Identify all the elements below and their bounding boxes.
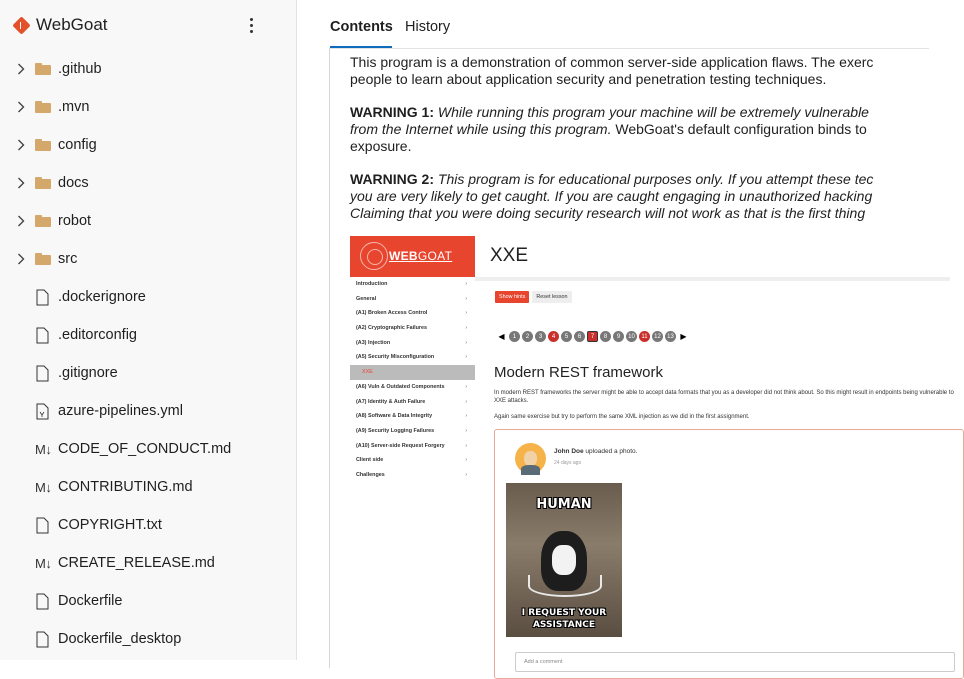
chevron-right-icon[interactable]: [14, 63, 28, 75]
intro-paragraph: [350, 54, 950, 88]
meme-bottom-line: ASSISTANCE: [532, 620, 596, 630]
tree-item-github[interactable]: [0, 50, 296, 88]
tree-item-label: src: [58, 251, 78, 267]
page-number: 2: [522, 331, 533, 342]
next-page-icon: ▶: [678, 331, 689, 342]
repo-title: WebGoat: [36, 15, 108, 34]
page-number: 5: [561, 331, 572, 342]
tree-item-label: .dockerignore: [58, 289, 146, 305]
tree-item-label: CREATE_RELEASE.md: [58, 555, 215, 571]
file-icon: [35, 517, 49, 534]
menu-item-label: (A7) Identity & Auth Failure: [356, 398, 426, 405]
tab-bar: [330, 0, 463, 48]
menu-item: [350, 321, 475, 336]
chevron-right-icon: ›: [465, 398, 467, 405]
chevron-right-icon: ›: [465, 427, 467, 434]
warning-text: exposure.: [350, 138, 412, 154]
menu-item-label: (A8) Software & Data Integrity: [356, 413, 433, 420]
tree-item-editorconfig[interactable]: [0, 316, 296, 354]
tab-contents[interactable]: Contents: [330, 19, 392, 48]
lesson-paragraph: Again same exercise but try to perform the same XML injection as we did in the first assignment.: [494, 414, 750, 420]
menu-item-label: (A5) Security Misconfiguration: [356, 354, 435, 361]
webgoat-topbar: [475, 277, 950, 281]
post-action: uploaded a photo.: [583, 448, 638, 455]
chevron-right-icon: ›: [465, 457, 467, 464]
file-tree: [0, 50, 296, 658]
tree-item-copyright[interactable]: [0, 506, 296, 544]
markdown-icon: M↓: [35, 555, 52, 571]
meme-bottom-line: I REQUEST YOUR: [521, 608, 607, 618]
lesson-paragraph: In modern REST frameworks the server might be able to accept data formats that you as a developer did not think about. So this might result in endpoints being vulnerable to XXE attacks.: [494, 390, 954, 404]
page-number: 11: [639, 331, 650, 342]
lesson-title: XXE: [490, 245, 529, 266]
tree-item-config[interactable]: [0, 126, 296, 164]
webgoat-logo: [350, 236, 475, 277]
page-number: 4: [548, 331, 559, 342]
comment-field: Add a comment: [515, 652, 955, 672]
tree-item-contributing[interactable]: [0, 468, 296, 506]
chevron-right-icon[interactable]: [14, 101, 28, 113]
warning-label: WARNING 1:: [350, 104, 434, 120]
tree-item-src[interactable]: [0, 240, 296, 278]
show-hints-button: Show hints: [495, 291, 529, 303]
more-options-icon[interactable]: [244, 14, 258, 36]
file-icon: [35, 631, 49, 648]
lesson-buttons: [495, 291, 572, 303]
webgoat-menu: [350, 277, 475, 497]
menu-item-label: Client side: [356, 457, 384, 464]
webgoat-screenshot: [350, 236, 954, 676]
git-icon: [13, 17, 30, 34]
tree-item-gitignore[interactable]: [0, 354, 296, 392]
chevron-right-icon[interactable]: [14, 177, 28, 189]
tree-item-dockerignore[interactable]: [0, 278, 296, 316]
menu-item: [350, 292, 475, 307]
menu-item-label: (A3) Injection: [356, 339, 391, 346]
post-timestamp: 24 days ago: [554, 460, 582, 466]
avatar: [515, 443, 546, 474]
logo-text-goat: GOAT: [417, 249, 453, 263]
menu-item: [350, 453, 475, 468]
poster-name: John Doe: [554, 448, 584, 455]
chevron-right-icon: ›: [465, 339, 467, 346]
logo-text-web: WEB: [389, 249, 418, 263]
menu-item: [350, 336, 475, 351]
cat-face: [552, 545, 576, 575]
tree-item-label: CODE_OF_CONDUCT.md: [58, 441, 232, 457]
tree-item-label: .github: [58, 61, 102, 77]
warning-text: While running this program your machine will be extremely vulnerable: [434, 104, 869, 120]
page-number: 8: [600, 331, 611, 342]
warning-text: This program is for educational purposes only. If you attempt these tec: [434, 171, 874, 187]
warning-text: Claiming that you were doing security research will not work as that is the first thing: [350, 205, 866, 221]
lesson-heading: Modern REST framework: [494, 364, 663, 381]
page-number-current: 7: [587, 331, 598, 342]
tree-item-robot[interactable]: [0, 202, 296, 240]
menu-item: [350, 468, 475, 483]
reset-lesson-button: Reset lesson: [532, 291, 571, 303]
intro-line: people to learn about application security and penetration testing techniques.: [350, 71, 827, 87]
photo-post-card: [494, 429, 964, 679]
webgoat-logo-text: [389, 249, 452, 263]
chevron-right-icon[interactable]: [14, 139, 28, 151]
main-content: [297, 0, 954, 665]
tree-item-label: docs: [58, 175, 89, 191]
menu-item-label: Challenges: [356, 471, 385, 478]
menu-item-label: (A1) Broken Access Control: [356, 310, 428, 317]
tree-item-label: .gitignore: [58, 365, 118, 381]
warning-text: you are very likely to get caught. If you are caught engaging in unauthorized hacking: [350, 188, 873, 204]
menu-item-label: (A9) Security Logging Failures: [356, 427, 435, 434]
page-number: 6: [574, 331, 585, 342]
tree-item-dockerfile[interactable]: [0, 582, 296, 620]
tree-item-docs[interactable]: [0, 164, 296, 202]
chevron-right-icon: ›: [465, 281, 467, 287]
menu-item: [350, 277, 475, 292]
warning-2-paragraph: [350, 171, 950, 222]
menu-item-label: (A10) Server-side Request Forgery: [356, 442, 445, 449]
warning-1-paragraph: [350, 104, 950, 155]
chevron-right-icon: ›: [465, 325, 467, 332]
page-number: 13: [665, 331, 676, 342]
folder-icon: [35, 101, 51, 113]
page-number: 12: [652, 331, 663, 342]
chevron-right-icon: ›: [465, 295, 467, 302]
file-explorer-sidebar: [0, 0, 297, 660]
warning-text: from the Internet while using this program.: [350, 121, 612, 137]
menu-item-label: (A2) Cryptographic Failures: [356, 325, 427, 332]
spiderweb-icon: [360, 242, 388, 270]
chevron-right-icon: ›: [465, 442, 467, 449]
chevron-right-icon: ›: [465, 471, 467, 478]
warning-label: WARNING 2:: [350, 171, 434, 187]
chevron-right-icon[interactable]: [14, 215, 28, 227]
lesson-pagination: [496, 331, 689, 342]
menu-item-label: (A6) Vuln & Outdated Components: [356, 383, 445, 390]
markdown-icon: M↓: [35, 479, 52, 495]
file-icon: [35, 289, 49, 306]
meme-bottom-text: [506, 607, 622, 631]
folder-icon: [35, 139, 51, 151]
tree-item-label: .editorconfig: [58, 327, 137, 343]
tab-history[interactable]: History: [405, 19, 451, 35]
tree-item-label: COPYRIGHT.txt: [58, 517, 162, 533]
tree-item-label: azure-pipelines.yml: [58, 403, 183, 419]
page-number: 9: [613, 331, 624, 342]
tree-item-label: CONTRIBUTING.md: [58, 479, 193, 495]
intro-line: This program is a demonstration of common server-side application flaws. The exerc: [350, 54, 874, 70]
menu-item: [350, 380, 475, 395]
chevron-right-icon: ›: [465, 383, 467, 390]
folder-icon: [35, 215, 51, 227]
file-icon: [35, 593, 49, 610]
menu-item: [350, 306, 475, 321]
hanger-icon: [528, 575, 602, 597]
tree-item-label: Dockerfile_desktop: [58, 631, 182, 647]
menu-item-label: Introduction: [356, 281, 388, 287]
warning-text: WebGoat's default configuration binds to: [611, 121, 867, 137]
folder-icon: [35, 63, 51, 75]
readme-viewer: [329, 48, 954, 668]
tree-item-label: .mvn: [58, 99, 90, 115]
menu-item: [350, 395, 475, 410]
page-number: 1: [509, 331, 520, 342]
folder-icon: [35, 177, 51, 189]
tree-item-code-of-conduct[interactable]: [0, 430, 296, 468]
tree-item-azure-pipelines[interactable]: [0, 392, 296, 430]
tree-item-label: robot: [58, 213, 92, 229]
yaml-file-icon: [35, 403, 49, 420]
menu-item: [350, 409, 475, 424]
chevron-right-icon[interactable]: [14, 253, 28, 265]
page-number: 10: [626, 331, 637, 342]
menu-item-label: XXE: [362, 369, 373, 376]
markdown-icon: M↓: [35, 441, 52, 457]
file-icon: [35, 327, 49, 344]
menu-item-selected: [350, 365, 475, 380]
meme-top-text: HUMAN: [536, 497, 592, 512]
page-number: 3: [535, 331, 546, 342]
menu-item: [350, 424, 475, 439]
tree-item-create-release[interactable]: [0, 544, 296, 582]
tree-item-label: Dockerfile: [58, 593, 123, 609]
cat-meme-image: [506, 483, 622, 637]
folder-icon: [35, 253, 51, 265]
readme-text: [350, 54, 950, 238]
tree-item-label: config: [58, 137, 97, 153]
tree-item-mvn[interactable]: [0, 88, 296, 126]
chevron-right-icon: ›: [465, 413, 467, 420]
menu-item: [350, 439, 475, 454]
file-icon: [35, 365, 49, 382]
tree-item-dockerfile-desktop[interactable]: [0, 620, 296, 658]
chevron-right-icon: ›: [465, 354, 467, 361]
chevron-right-icon: ›: [465, 310, 467, 317]
prev-page-icon: ◀: [496, 331, 507, 342]
menu-item-label: General: [356, 295, 377, 302]
post-header: [554, 448, 637, 455]
menu-item: [350, 350, 475, 365]
